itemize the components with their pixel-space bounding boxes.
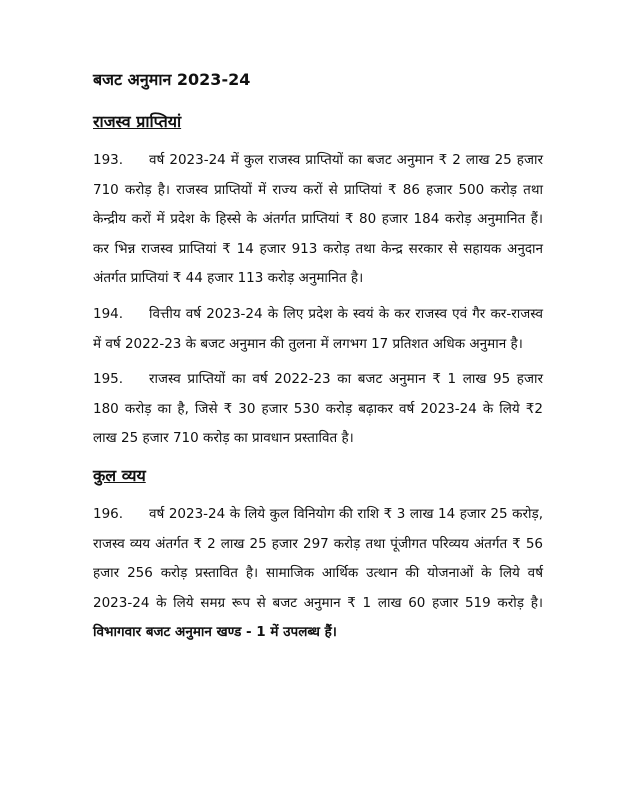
section-heading: कुल व्यय [93,465,146,485]
paragraph-number: 194. [93,305,124,322]
section-total-expenditure [93,464,543,648]
document-page [93,68,543,654]
paragraph-196 [93,500,543,648]
section-heading: राजस्व प्राप्तियां [93,112,182,131]
paragraph-194 [93,300,543,359]
paragraph-193 [93,146,543,294]
document-title: बजट अनुमान 2023-24 [93,70,251,89]
section-revenue-receipts [93,110,543,454]
paragraph-bold-text: विभागवार बजट अनुमान खण्ड - 1 में उपलब्ध हैं। [93,624,337,641]
paragraph-number: 193. [93,152,124,168]
paragraph-number: 196. [93,505,124,522]
paragraph-text: वर्ष 2023-24 में कुल राजस्व प्राप्तियों का बजट अनुमान ₹ 2 लाख 25 हजार 710 करोड़ है। राजस्व प्राप्तियों में राज्य करों से प्राप्तियां ₹ 86 हजार 500 करोड़ तथा केन्द्रीय करों में प्रदेश के हिस्से के अंतर्गत प्राप्तियां ₹ 80 हजार 184 करोड़ अनुमानित हैं। कर भिन्न राजस्व प्राप्तियां ₹ 14 हजार 913 करोड़ तथा केन्द्र सरकार से सहायक अनुदान अंतर्गत प्राप्तियां ₹ 44 हजार 113 करोड़ अनुमानित है। [93,152,543,287]
paragraph-text: राजस्व प्राप्तियों का वर्ष 2022-23 का बजट अनुमान ₹ 1 लाख 95 हजार 180 करोड़ का है, जिसे ₹ 30 हजार 530 करोड़ बढ़ाकर वर्ष 2023-24 के लिये ₹2 लाख 25 हजार 710 करोड़ का प्रावधान प्रस्तावित है। [93,371,543,447]
paragraph-195 [93,365,543,454]
paragraph-text: वित्तीय वर्ष 2023-24 के लिए प्रदेश के स्वयं के कर राजस्व एवं गैर कर-राजस्व में वर्ष 2022-23 के बजट अनुमान की तुलना में लगभग 17 प्रतिशत अधिक अनुमान है। [93,305,543,352]
paragraph-number: 195. [93,371,124,388]
paragraph-text: वर्ष 2023-24 के लिये कुल विनियोग की राशि ₹ 3 लाख 14 हजार 25 करोड़, राजस्व व्यय अंतर्गत ₹ 2 लाख 25 हजार 297 करोड़ तथा पूंजीगत परिव्यय अंतर्गत ₹ 56 हजार 256 करोड़ प्रस्तावित है। सामाजिक आर्थिक उत्थान की योजनाओं के लिये वर्ष 2023-24 के लिये समग्र रूप से बजट अनुमान ₹ 1 लाख 60 हजार 519 करोड़ है। [93,505,543,611]
